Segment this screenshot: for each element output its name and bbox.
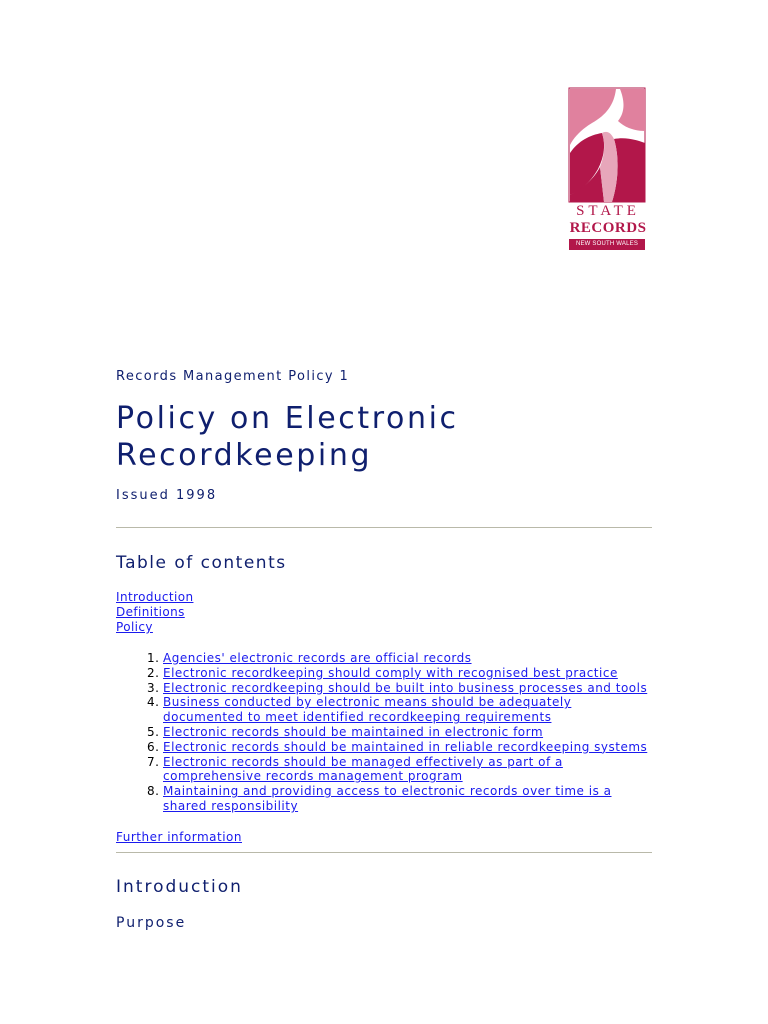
- toc-links: [116, 590, 193, 635]
- list-number: 7.: [147, 754, 160, 769]
- policy-list: [116, 651, 656, 814]
- issued-date: Issued 1998: [116, 488, 218, 503]
- policy-link-4[interactable]: Business conducted by electronic means should be adequately documented to meet identified recordkeeping requirements: [163, 695, 572, 725]
- logo-mark: [568, 87, 648, 203]
- policy-link-7[interactable]: Electronic records should be managed effectively as part of a comprehensive records management program: [163, 754, 563, 784]
- purpose-heading: Purpose: [116, 915, 187, 931]
- list-number: 5.: [147, 724, 160, 739]
- list-number: 6.: [147, 739, 160, 754]
- logo-nsw-band: NEW SOUTH WALES: [569, 239, 645, 250]
- list-number: 1.: [147, 651, 160, 665]
- toc-link-introduction[interactable]: Introduction: [116, 590, 194, 604]
- policy-link-6[interactable]: Electronic records should be maintained in reliable recordkeeping systems: [163, 739, 648, 754]
- toc-link-policy[interactable]: Policy: [116, 620, 153, 634]
- list-number: 3.: [147, 680, 160, 695]
- divider: [116, 852, 652, 853]
- list-item: [116, 681, 656, 696]
- list-number: 2.: [147, 665, 160, 680]
- list-item: [116, 740, 656, 755]
- policy-link-2[interactable]: Electronic recordkeeping should comply with recognised best practice: [163, 665, 618, 680]
- list-item: [116, 651, 656, 666]
- list-item: [116, 666, 656, 681]
- policy-link-3[interactable]: Electronic recordkeeping should be built into business processes and tools: [163, 680, 648, 695]
- policy-link-5[interactable]: Electronic records should be maintained in electronic form: [163, 724, 544, 739]
- page-title-line-1: Policy on Electronic: [116, 401, 459, 436]
- list-item: [116, 784, 656, 814]
- list-number: 4.: [147, 695, 160, 710]
- policy-link-1[interactable]: Agencies' electronic records are official records: [163, 651, 472, 665]
- toc-heading: Table of contents: [116, 553, 287, 573]
- list-item: [116, 725, 656, 740]
- toc-link-definitions[interactable]: Definitions: [116, 605, 185, 619]
- state-records-logo: [568, 87, 648, 251]
- logo-state-text: STATE: [576, 203, 640, 219]
- list-item: [116, 755, 656, 785]
- page-title-line-2: Recordkeeping: [116, 438, 373, 473]
- divider: [116, 527, 652, 528]
- list-number: 8.: [147, 784, 160, 799]
- introduction-heading: Introduction: [116, 877, 243, 897]
- policy-series: Records Management Policy 1: [116, 369, 350, 384]
- page-title: [116, 400, 459, 474]
- list-item: [116, 695, 656, 725]
- further-information-link[interactable]: Further information: [116, 830, 242, 844]
- policy-link-8[interactable]: Maintaining and providing access to electronic records over time is a shared responsibility: [163, 784, 612, 813]
- logo-records-text: RECORDS: [569, 220, 647, 236]
